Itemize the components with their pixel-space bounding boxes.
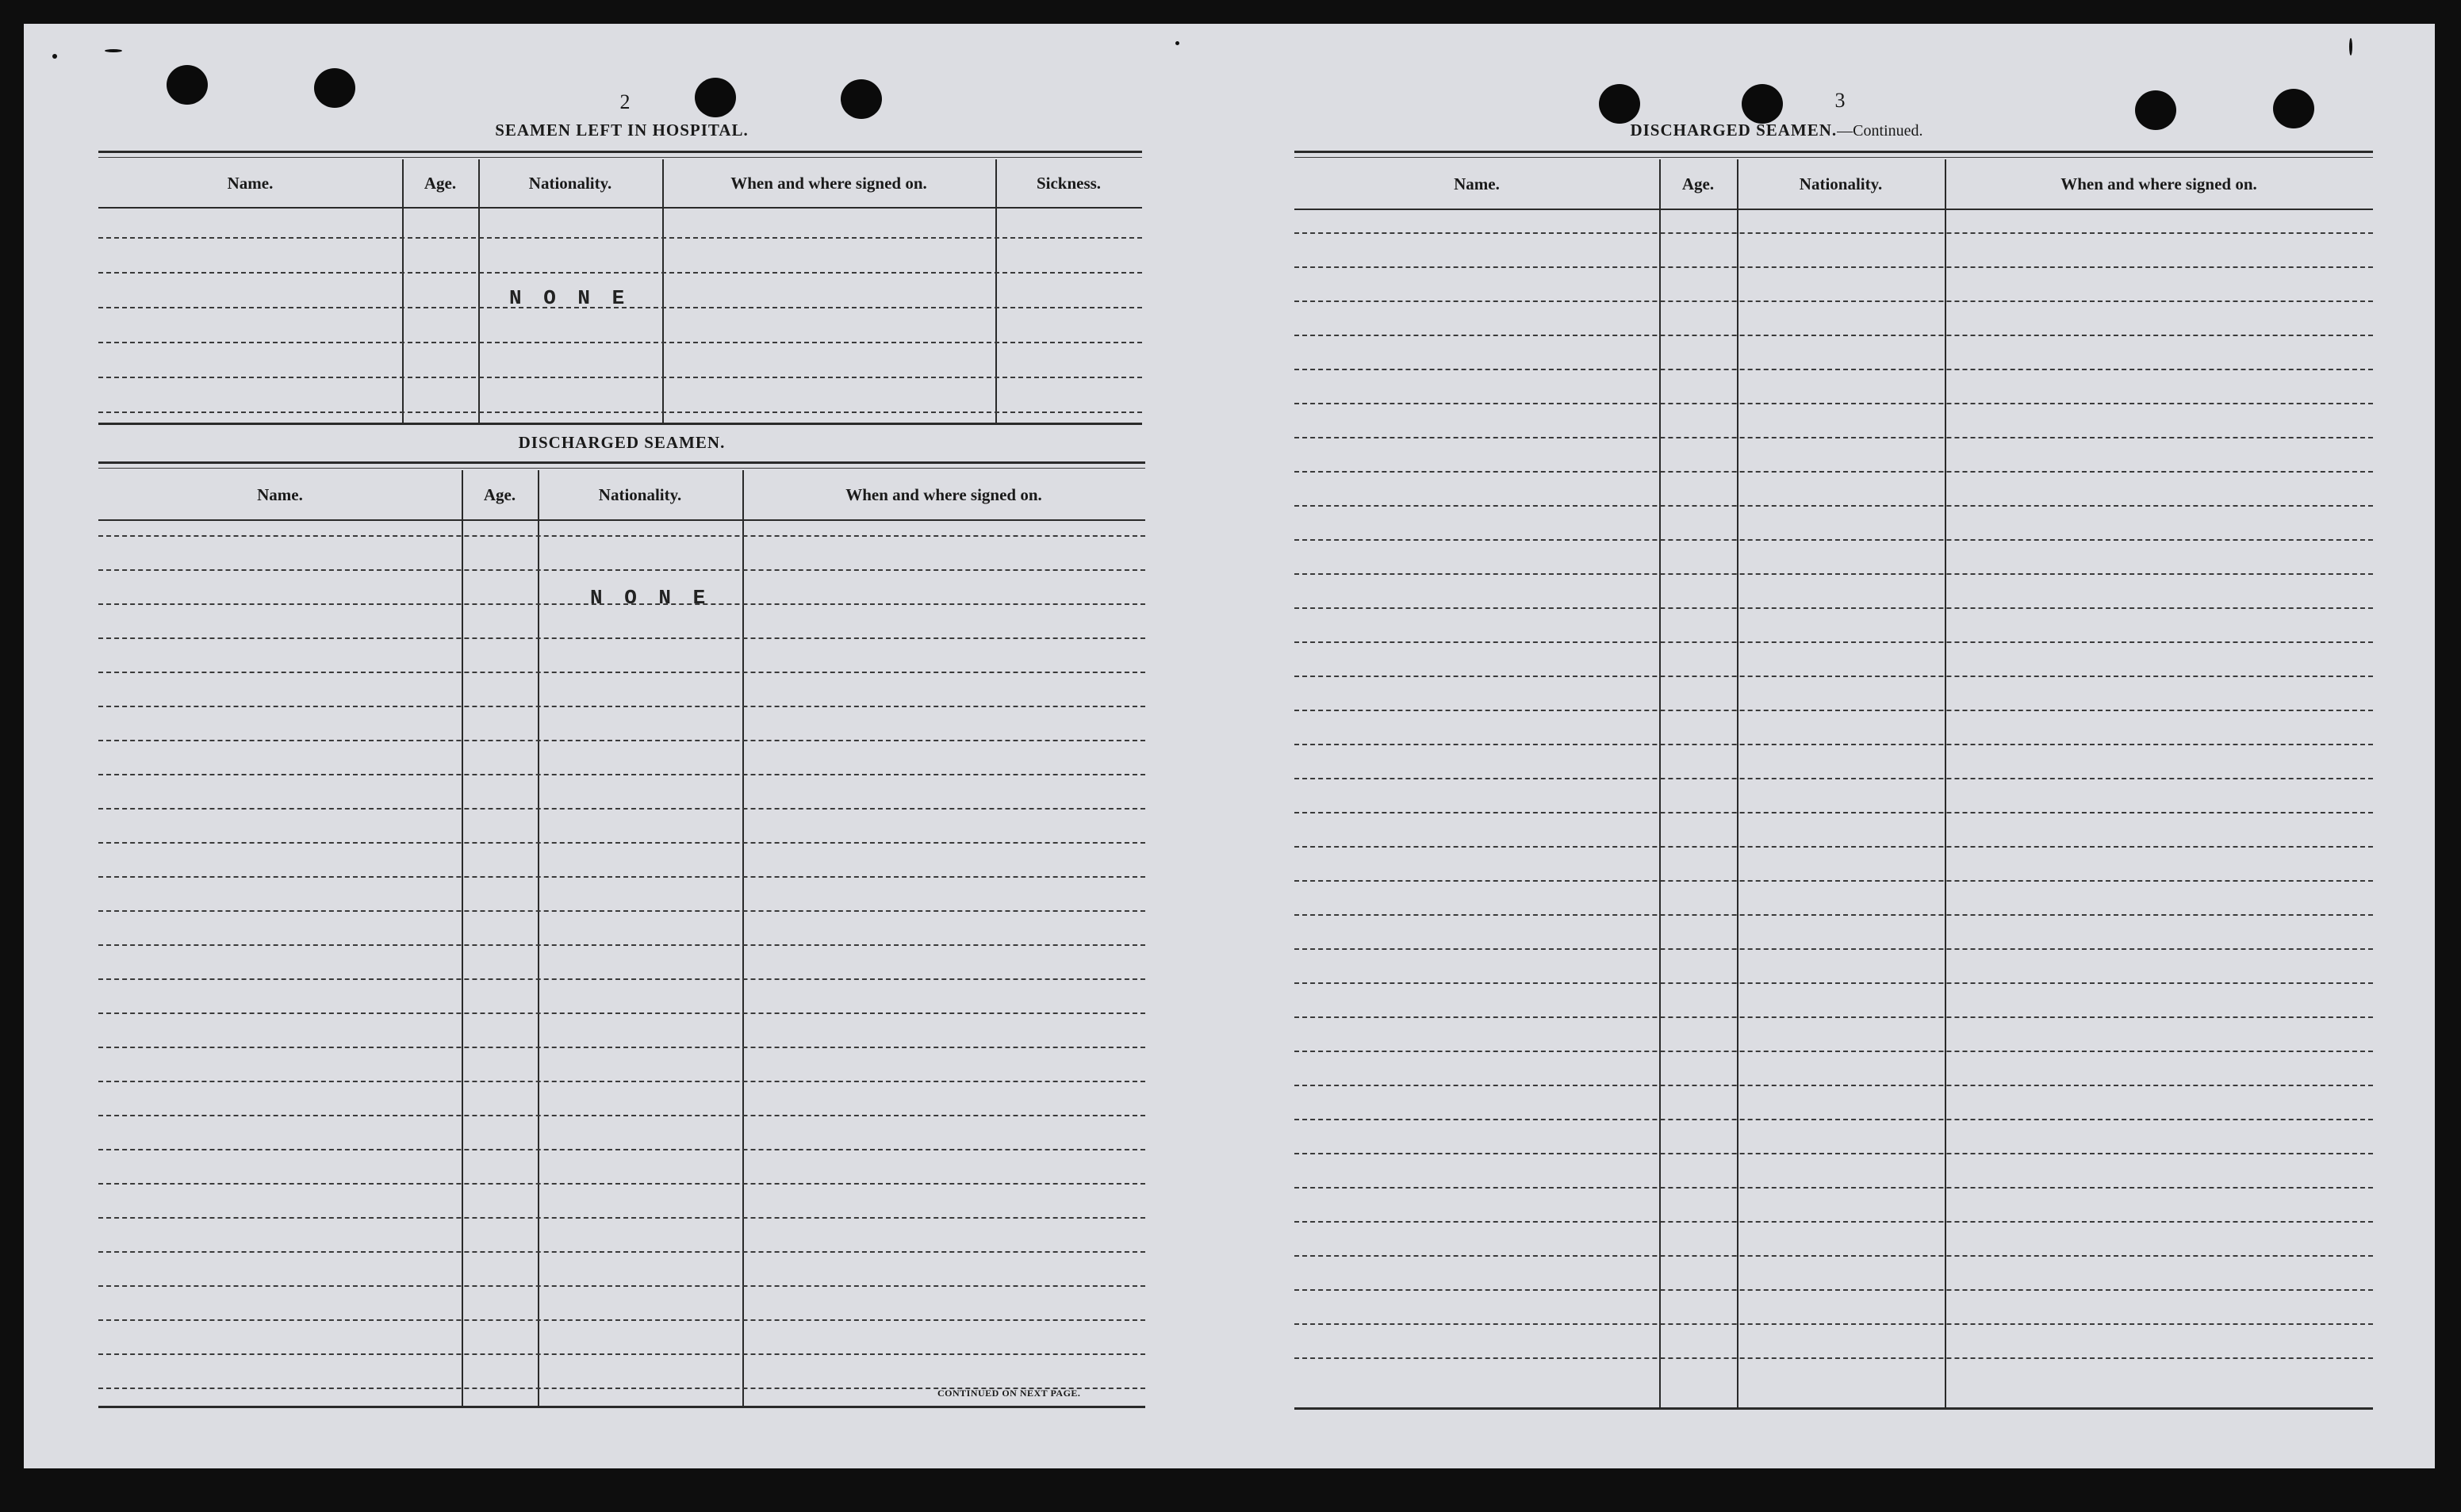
table-row (1294, 1119, 2373, 1120)
table-row (98, 978, 1145, 980)
table-row (1294, 335, 2373, 336)
table-row (98, 1251, 1145, 1253)
table-row (1294, 1323, 2373, 1325)
punch-hole (1599, 84, 1640, 124)
discharged-table-header (98, 470, 1145, 521)
column-header-name: Name. (257, 484, 303, 504)
table-row (98, 411, 1142, 413)
table-row (1294, 880, 2373, 882)
hospital-section-title: SEAMEN LEFT IN HOSPITAL. (495, 121, 749, 140)
discharged-rows-right (1294, 209, 2373, 1407)
column-header-name: Name. (1454, 174, 1500, 193)
ledger-sheet (24, 24, 2435, 1468)
table-row (1294, 300, 2373, 302)
discharged-continued-header (1294, 159, 2373, 210)
hospital-none-entry: N O N E (509, 286, 630, 310)
punch-hole (695, 78, 736, 117)
table-row (98, 1183, 1145, 1185)
table-row (98, 740, 1145, 741)
table-row (1294, 573, 2373, 575)
table-row (98, 535, 1145, 537)
table-row (1294, 1016, 2373, 1018)
column-header-sickness: Sickness. (1036, 173, 1102, 193)
table-row (98, 1353, 1145, 1355)
discharged-rows-left (98, 519, 1145, 1406)
table-row (98, 774, 1145, 775)
table-row (98, 1285, 1145, 1287)
ink-speck (105, 49, 122, 52)
table-row (1294, 1085, 2373, 1086)
table-row (98, 672, 1145, 673)
ink-speck (1175, 41, 1179, 45)
page-number-right: 3 (1834, 89, 1846, 112)
table-row (1294, 403, 2373, 404)
table-row (1294, 539, 2373, 541)
table-row (98, 272, 1142, 274)
table-row (98, 569, 1145, 571)
column-header-age: Age. (483, 484, 516, 504)
table-row (98, 1012, 1145, 1014)
table-row (1294, 607, 2373, 609)
table-row (1294, 982, 2373, 984)
discharged-section-title: DISCHARGED SEAMEN. (518, 433, 726, 452)
ink-speck (52, 54, 57, 59)
discharged-continued-suffix: —Continued. (1837, 122, 1923, 140)
table-row (98, 1115, 1145, 1116)
table-row (98, 706, 1145, 707)
table-row (1294, 1357, 2373, 1359)
table-row (1294, 676, 2373, 677)
punch-hole (167, 65, 208, 105)
discharged-continued-main: DISCHARGED SEAMEN. (1630, 121, 1838, 140)
column-header-nationality: Nationality. (528, 173, 612, 193)
table-row (1294, 812, 2373, 813)
table-row (98, 377, 1142, 378)
table-row (98, 808, 1145, 810)
table-row (98, 1217, 1145, 1219)
column-header-age: Age. (424, 173, 457, 193)
table-row (98, 342, 1142, 343)
punch-hole (841, 79, 882, 119)
table-row (98, 637, 1145, 639)
discharged-table-left (98, 461, 1145, 1408)
table-row (1294, 1221, 2373, 1223)
column-header-name: Name. (227, 173, 274, 193)
continued-note: CONTINUED ON NEXT PAGE. (937, 1388, 1081, 1399)
table-row (1294, 1187, 2373, 1189)
table-row (1294, 1153, 2373, 1154)
table-row (98, 1047, 1145, 1048)
table-row (98, 237, 1142, 239)
page-number-left: 2 (619, 90, 631, 113)
table-row (1294, 232, 2373, 234)
discharged-continued-title (1578, 121, 1975, 140)
table-row (98, 1081, 1145, 1082)
column-header-signed-on: When and where signed on. (845, 484, 1042, 504)
table-row (1294, 1255, 2373, 1257)
table-row (1294, 744, 2373, 745)
table-row (1294, 846, 2373, 848)
table-row (1294, 710, 2373, 711)
table-row (98, 876, 1145, 878)
table-row (1294, 369, 2373, 370)
table-row (1294, 778, 2373, 779)
table-row (98, 910, 1145, 912)
table-row (98, 944, 1145, 946)
table-row (98, 842, 1145, 844)
table-row (1294, 1289, 2373, 1291)
table-row (1294, 266, 2373, 268)
column-header-nationality: Nationality. (598, 484, 682, 504)
table-row (98, 1319, 1145, 1321)
column-header-age: Age. (1681, 174, 1715, 193)
table-row (1294, 641, 2373, 643)
table-row (98, 1149, 1145, 1150)
punch-hole (1742, 84, 1783, 124)
discharged-none-entry: N O N E (590, 586, 711, 610)
punch-hole (314, 68, 355, 108)
column-header-nationality: Nationality. (1799, 174, 1883, 193)
table-row (1294, 1051, 2373, 1052)
table-row (1294, 437, 2373, 438)
hospital-rows (98, 207, 1142, 423)
hospital-table (98, 151, 1142, 425)
table-row (1294, 914, 2373, 916)
table-row (1294, 471, 2373, 473)
punch-hole (2273, 89, 2314, 128)
hospital-table-header (98, 159, 1142, 209)
discharged-table-right (1294, 151, 2373, 1410)
column-header-signed-on: When and where signed on. (2060, 174, 2257, 193)
table-row (1294, 505, 2373, 507)
column-header-signed-on: When and where signed on. (730, 173, 927, 193)
ink-speck (2349, 38, 2352, 56)
punch-hole (2135, 90, 2176, 130)
table-row (1294, 948, 2373, 950)
